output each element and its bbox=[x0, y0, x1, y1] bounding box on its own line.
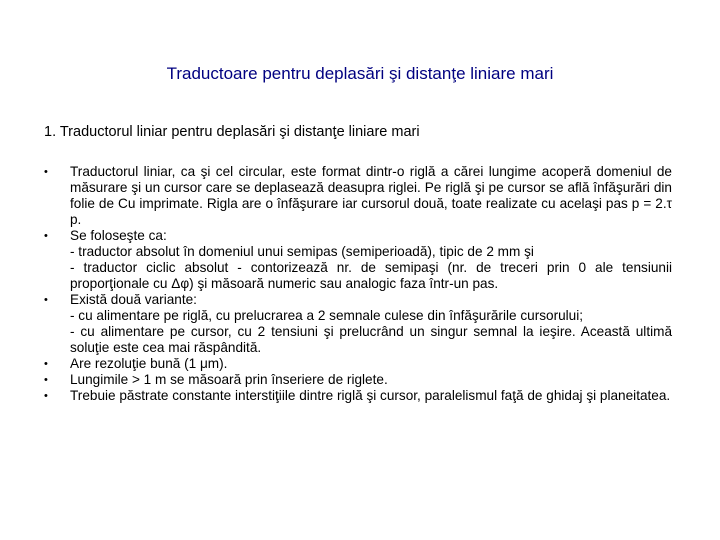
slide-title: Traductoare pentru deplasări şi distanţe liniare mari bbox=[166, 64, 554, 83]
bullet-list bbox=[44, 164, 672, 404]
bullet-text: Se foloseşte ca: bbox=[70, 228, 167, 243]
bullet-item bbox=[44, 356, 672, 372]
section-heading: 1. Traductorul liniar pentru deplasări şi distanţe liniare mari bbox=[44, 124, 420, 140]
bullet-text: - traductor ciclic absolut - contorizează nr. de semipaşi (nr. de treceri prin 0 ale tensiunii proporţionale cu Δφ) şi măsoară numeric sau analogic faza într-un pas. bbox=[70, 260, 672, 291]
bullet-text: Lungimile > 1 m se măsoară prin înseriere de riglete. bbox=[70, 372, 388, 387]
bullet-text: Are rezoluţie bună (1 μm). bbox=[70, 356, 228, 371]
bullet-text: Există două variante: bbox=[70, 292, 197, 307]
bullet-marker: • bbox=[44, 230, 48, 242]
bullet-marker: • bbox=[44, 294, 48, 306]
bullet-text: - cu alimentare pe cursor, cu 2 tensiuni şi prelucrând un singur semnal la ieşire. Această ultimă soluţie este cea mai răspândită. bbox=[70, 324, 672, 355]
bullet-text: Trebuie păstrate constante interstiţiile dintre riglă şi cursor, paralelismul faţă de ghidaj şi planeitatea. bbox=[70, 388, 671, 403]
bullet-marker: • bbox=[44, 374, 48, 386]
bullet-item bbox=[44, 372, 672, 388]
bullet-marker: • bbox=[44, 166, 48, 178]
bullet-text: - traductor absolut în domeniul unui semipas (semiperioadă), tipic de 2 mm şi bbox=[70, 244, 534, 259]
bullet-item bbox=[44, 228, 672, 292]
bullet-marker: • bbox=[44, 358, 48, 370]
bullet-item bbox=[44, 164, 672, 228]
bullet-marker: • bbox=[44, 390, 48, 402]
bullet-item bbox=[44, 388, 672, 404]
bullet-text: - cu alimentare pe riglă, cu prelucrarea a 2 semnale culese din înfăşurările cursorului; bbox=[70, 308, 584, 323]
bullet-item bbox=[44, 292, 672, 356]
bullet-text: Traductorul liniar, ca şi cel circular, este format dintr-o riglă a cărei lungime acoperă domeniul de măsurare şi un cursor care se deplasează deasupra riglei. Pe riglă şi pe cursor se află înfăşurări din folie de Cu imprimate. Rigla are o înfăşurare iar cursorul două, toate realizate cu acelaşi pas p = 2.τ p. bbox=[70, 164, 672, 227]
